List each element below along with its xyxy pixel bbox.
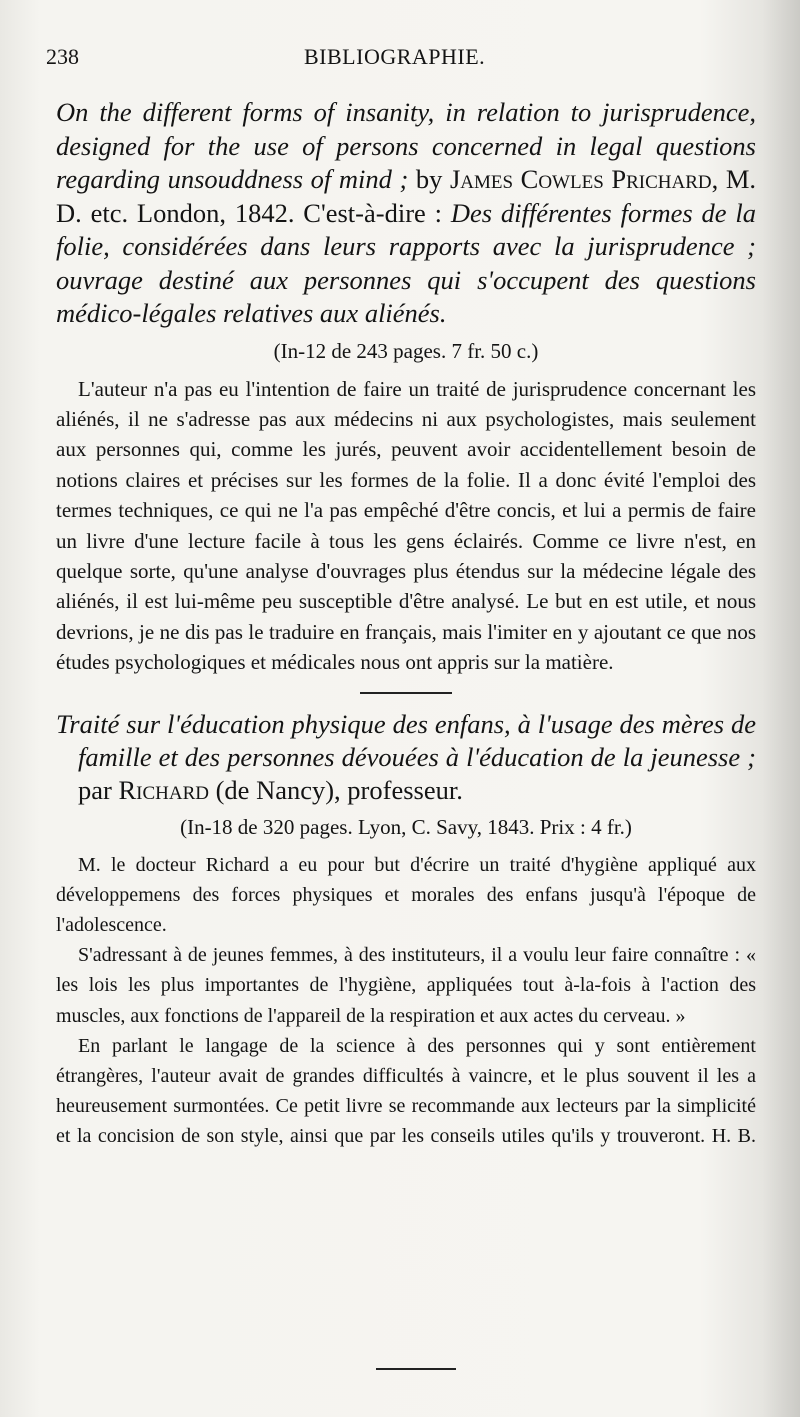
page-number: 238 [46,44,79,69]
review-entry-2 [56,708,756,1152]
author-name: Richard [118,774,209,805]
review-paragraph-2: S'adressant à de jeunes femmes, à des instituteurs, il a voulu leur faire connaître : « les lois les plus importantes de l'hygiène, appliquées tout à-la-fois à l'action des muscles, aux fonctions de l'appareil de la respiration et aux actes du cerveau. » [56,944,756,1027]
by-word: by [415,164,443,194]
page-gutter-shadow [762,0,800,1417]
running-head: BIBLIOGRAPHIE. [304,44,486,69]
french-title: Traité sur l'éducation physique des enfans, à l'usage des mères de famille et des personnes dévouées à l'éducation de la jeunesse ; [56,708,756,772]
book-details: (In-12 de 243 pages. 7 fr. 50 c.) [273,338,539,363]
review-text: L'auteur n'a pas eu l'intention de faire un traité de jurisprudence concernant les aliénés, il ne s'adresse pas aux médecins ni aux psychologistes, mais seulement aux personnes qui, comme les jurés, peuvent avoir accidentellement besoin de notions claires et précises sur les formes de la folie. Il a donc évité l'emploi des termes techniques, ce qui ne l'a pas empêché d'être concis, et lui a permis de faire un livre d'une lecture facile à tous les gens éclairés. Comme ce livre n'est, en quelque sorte, qu'une analyse d'ouvrages plus étendus sur la médecine légale des aliénés, il est lui-même peu susceptible d'être analysé. Le but en est utile, et nous devrions, je ne dis pas le traduire en français, mais l'imiter en y ajoutant ce que nos études psychologiques et médicales nous ont appris sur la matière. [56,376,756,675]
book-details: (In-18 de 320 pages. Lyon, C. Savy, 1843. Prix : 4 fr.) [180,814,632,839]
page-body [56,96,756,1152]
english-title: On the different forms of insanity, in relation to jurisprudence, designed for the use of persons concerned in legal questions regarding unsouddness of mind ; [56,97,756,194]
review-paragraph-1: M. le docteur Richard a eu pour but d'écrire un traité d'hygiène appliqué aux développemens des forces physiques et morales des enfans jusqu'à l'époque de l'adolescence. [56,853,756,936]
review-entry-1 [56,96,756,678]
imprint: , M. D. etc. London, 1842. C'est-à-dire : [56,164,757,228]
review-paragraph-3 [56,1031,756,1152]
review-paragraph-3-text: En parlant le langage de la science à des personnes qui y sont entièrement étrangères, l'auteur avait de grandes difficultés à vaincre, et le plus souvent il les a heureusement surmontées. Ce petit livre se recommande aux lecteurs par la simplicité et la concision de son style, ainsi que par les conseils utiles qu'ils y trouveront. [56,1034,756,1148]
section-divider [360,692,452,694]
book-title-entry-2 [56,708,756,807]
book-title-entry-1 [56,96,756,331]
author-name: James Cowles Prichard [449,164,712,194]
end-divider [376,1368,456,1370]
page-header [46,44,736,74]
french-title: Des différentes formes de la folie, considérées dans leurs rapports avec la jurisprudence ; ouvrage destiné aux personnes qui s'occupent des questions médico-légales relatives aux aliénés. [56,197,757,328]
by-word: par [78,774,112,805]
reviewer-signature: H. B. [711,1125,757,1148]
author-affiliation: (de Nancy), professeur. [215,774,463,805]
